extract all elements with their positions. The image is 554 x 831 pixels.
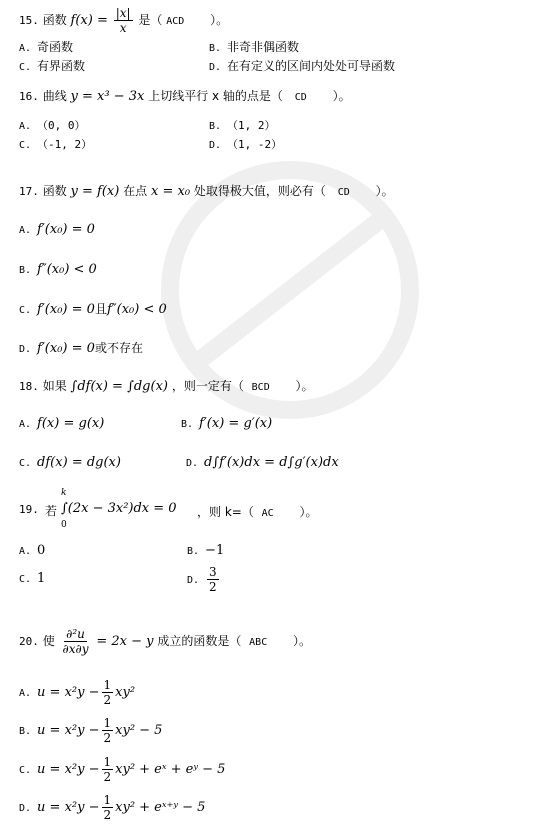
answer: CD	[337, 187, 350, 198]
option-20c: C. u = x²y − $\frac{1}{2}$ xy² + eˣ + eʸ − 5	[19, 755, 226, 784]
fraction: $\frac{|x|}{x}$	[115, 6, 131, 35]
answer: BCD	[251, 382, 270, 393]
option-18a: A. f(x) = g(x)	[19, 416, 105, 431]
option-16a: A. （0, 0）	[19, 119, 86, 132]
answer: CD	[294, 92, 307, 103]
option-19c: C. 1	[19, 571, 46, 586]
question-15: 15. 函数 f(x) = $\frac{|x|}{x}$ 是（ ACD ）。	[19, 6, 229, 35]
option-17c: C. f′(x₀) = 0且f″(x₀) < 0	[19, 302, 167, 317]
fraction: $\frac{1}{2}$	[103, 716, 112, 745]
option-15c: C. 有界函数	[19, 59, 86, 73]
option-19d: D. $\frac{3}{2}$	[187, 565, 217, 594]
fraction: $\frac{\text{∂²u}}{\partial x\partial y}$	[62, 627, 89, 656]
option-20d: D. u = x²y − $\frac{1}{2}$ xy² + eˣ⁺ʸ − 5	[19, 793, 206, 822]
option-16c: C. （-1, 2）	[19, 138, 93, 151]
fraction: $\frac{1}{2}$	[103, 793, 112, 822]
option-20b: B. u = x²y − $\frac{1}{2}$ xy² − 5	[19, 716, 163, 745]
option-16b: B. （1, 2）	[209, 119, 276, 132]
answer: ABC	[249, 637, 268, 648]
answer: AC	[261, 508, 274, 519]
question-16: 16. 曲线 y = x³ − 3x 上切线平行 x 轴的点是（ CD ）。	[19, 89, 351, 104]
question-17: 17. 函数 y = f(x) 在点 x = x₀ 处取得极大值，则必有（ CD ）。	[19, 184, 394, 199]
option-15a: A. 奇函数	[19, 40, 74, 54]
option-19b: B. −1	[187, 543, 225, 558]
option-17a: A. f′(x₀) = 0	[19, 222, 95, 237]
answer: ACD	[166, 16, 185, 27]
option-18d: D. d∫f′(x)dx = d∫g′(x)dx	[186, 455, 339, 470]
option-18b: B. f′(x) = g′(x)	[181, 416, 273, 431]
option-19a: A. 0	[19, 543, 46, 558]
fraction: $\frac{1}{2}$	[103, 755, 112, 784]
fraction: $\frac{3}{2}$	[209, 565, 217, 594]
option-17b: B. f″(x₀) < 0	[19, 262, 97, 277]
question-20: 20. 使 $\frac{\text{∂²u}}{\partial x\partial y}$ = 2x − y 成立的函数是（ ABC ）。	[19, 627, 312, 656]
fraction: $\frac{1}{2}$	[103, 678, 112, 707]
option-17d: D. f′(x₀) = 0或不存在	[19, 341, 143, 356]
option-15b: B. 非奇非偶函数	[209, 40, 300, 54]
option-16d: D. （1, -2）	[209, 138, 283, 151]
option-15d: D. 在有定义的区间内处处可导函数	[209, 59, 396, 73]
option-18c: C. df(x) = dg(x)	[19, 455, 121, 470]
question-18: 18. 如果 ∫df(x) = ∫dg(x) ，则一定有（ BCD ）。	[19, 379, 314, 394]
option-20a: A. u = x²y − $\frac{1}{2}$ xy²	[19, 678, 136, 707]
